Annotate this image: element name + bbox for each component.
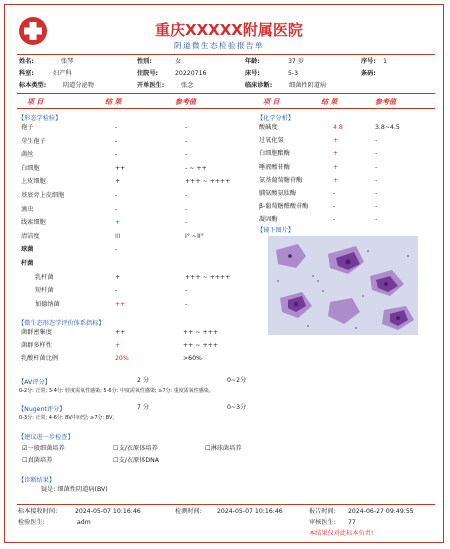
specimen-label: 标本类型:	[19, 82, 47, 89]
morph-result: -	[115, 151, 118, 159]
func-result: ++	[115, 329, 126, 336]
morph-name: 基底旁上皮细胞	[21, 192, 65, 199]
chem-name: 过氧化氢	[259, 137, 284, 145]
dept-label: 科室:	[19, 70, 34, 77]
report-sheet	[4, 4, 444, 543]
advice-label: 一般细菌培养	[27, 445, 65, 452]
microscope-image	[268, 236, 418, 335]
nugent-ref: 0~3分	[227, 404, 247, 411]
func-name: 菌群多样性	[21, 342, 52, 349]
advice-label: 淋球菌培养	[210, 445, 242, 452]
chem-result: -	[333, 190, 336, 197]
sex-label: 性别:	[137, 58, 152, 65]
morph-name: 孢子	[21, 124, 34, 131]
av-section-title: 【AV评分】	[18, 379, 51, 386]
checkbox-icon: ☑	[22, 445, 28, 452]
morph-result: -	[115, 287, 118, 295]
morph-result: +	[115, 273, 121, 281]
tester-label: 检验医生:	[18, 519, 45, 526]
seq-label: 序号:	[361, 58, 376, 65]
report-time: 2024-06-27 09:49:55	[348, 508, 414, 515]
morph-ref: -	[185, 205, 188, 213]
morph-name: 清洁度	[21, 232, 40, 240]
hospital-name: 重庆XXXXX附属医院	[155, 21, 303, 39]
footer-divider	[17, 504, 435, 505]
reviewer-value: 77	[348, 519, 356, 526]
morph-result: +	[115, 219, 121, 227]
nugent-section-title: 【Nugent评分】	[18, 406, 66, 413]
func-ref: >60%	[183, 355, 202, 362]
chem-result: 4.8	[333, 124, 343, 131]
nugent-note: 0-3分: 正常; 4-6分: BV中间型; ≥7分: BV。	[19, 415, 118, 421]
chem-ref: -	[375, 150, 378, 158]
col-ref-left: 参考值	[175, 98, 196, 106]
morph-result: -	[115, 192, 118, 199]
diag-text: 疑是: 细菌性阴道病(BV)	[41, 486, 108, 493]
func-section-title: 【微生态形态学评价体系指标】	[18, 320, 105, 327]
func-result: +	[115, 342, 121, 349]
chem-name: 凝固酶	[259, 216, 278, 224]
av-note: 0-2分: 正常; 3-4分: 轻度需氧性感染; 5-6分: 中度需氧性感染; ≥7分: 重度需氧性感染。	[19, 388, 214, 394]
chem-name: 唾液酸苷酶	[259, 163, 290, 171]
chem-result: +	[333, 137, 339, 145]
morph-name: 线索细胞	[21, 219, 46, 227]
chem-result: -	[333, 216, 336, 224]
morph-name: 白细胞	[21, 164, 40, 172]
morph-ref: +++ ~ ++++	[185, 178, 231, 186]
specimen-value: 阴道分泌物	[63, 82, 94, 89]
checkbox-icon: ☐	[113, 445, 119, 452]
chem-section-title: 【化学分析】	[257, 115, 295, 122]
advice-option	[205, 445, 242, 453]
hospital-logo-icon	[18, 16, 48, 46]
nugent-score: 7 分	[137, 404, 150, 411]
morph-ref: -	[185, 300, 188, 308]
dept-value: 妇产科	[53, 70, 72, 77]
advice-label: 支/衣原体DNA	[118, 457, 160, 464]
chem-ref: 3.8~4.5	[375, 124, 400, 131]
barcode-label: 条码:	[361, 70, 376, 77]
chem-result: -	[333, 203, 336, 211]
chem-ref: -	[375, 163, 378, 171]
image-section-title: 【镜下图片】	[257, 227, 295, 234]
morph-result: ++	[115, 164, 126, 172]
seq-value: 1	[383, 58, 387, 65]
name-label: 姓名:	[19, 58, 34, 65]
col-item-right: 项 目	[263, 98, 280, 106]
morph-name: 芽生孢子	[21, 137, 46, 145]
morph-result: -	[115, 124, 118, 131]
receive-label: 标本接收时间:	[18, 508, 58, 515]
doctor-label: 开单医生:	[137, 82, 165, 89]
age-label: 年龄:	[245, 58, 260, 65]
morph-ref: -	[185, 192, 188, 199]
tester-value: adm	[77, 519, 91, 526]
advice-option	[22, 445, 65, 453]
morph-name: 菌丝	[21, 151, 34, 159]
inpatient-value: 20220716	[175, 70, 207, 77]
chem-result: +	[333, 150, 339, 158]
chem-name: 脯氨酸氨肽酶	[259, 190, 297, 197]
chem-result: +	[333, 176, 339, 184]
diagnosis-label: 临床诊断:	[245, 82, 273, 89]
morph-name: 杆菌	[21, 260, 34, 267]
func-result: 20%	[115, 355, 129, 362]
av-ref: 0~2分	[227, 377, 247, 384]
morph-ref: -	[185, 287, 188, 295]
morph-name: 上皮细胞	[21, 178, 46, 186]
advice-option	[113, 457, 159, 465]
advice-label: 真菌培养	[27, 457, 53, 464]
col-item-left: 项 目	[27, 98, 44, 106]
checkbox-icon: ☐	[205, 445, 211, 452]
morph-name: 短杆菌	[35, 287, 54, 295]
morph-ref: -	[185, 137, 188, 145]
morph-result: +	[115, 178, 121, 186]
morph-ref: - ~ ++	[185, 164, 207, 172]
report-title: 阴道微生态检验报告单	[174, 41, 264, 50]
morph-section-title: 【形态学检验】	[18, 115, 62, 122]
chem-ref: -	[375, 190, 378, 197]
col-result-right: 结 果	[321, 98, 338, 106]
morph-ref: +++ ~ ++++	[185, 273, 231, 281]
chem-ref: -	[375, 137, 378, 145]
chem-name: 白细胞酯酶	[259, 150, 290, 158]
header-divider	[17, 54, 435, 55]
chem-ref: -	[375, 176, 378, 184]
morph-result: -	[115, 205, 118, 213]
chem-ref: -	[375, 216, 378, 224]
func-name: 乳酸杆菌比例	[21, 355, 59, 362]
func-name: 菌群密集度	[21, 329, 52, 336]
morph-result: III	[115, 232, 121, 240]
inpatient-label: 住院号:	[137, 70, 159, 77]
checkbox-icon: ☐	[22, 457, 28, 464]
morph-result: ++	[115, 300, 126, 308]
info-divider	[17, 93, 435, 94]
func-ref: ++ ~ +++	[183, 329, 219, 336]
chem-name: 氨基葡萄糖苷酶	[259, 176, 303, 184]
check-time: 2024-05-07 10:16:46	[217, 508, 283, 515]
morph-result: -	[115, 246, 118, 254]
chem-result: +	[333, 163, 339, 171]
advice-option	[113, 445, 158, 453]
morph-name: 乳杆菌	[35, 273, 54, 281]
advice-section-title: 【建议进一步检查】	[18, 434, 74, 441]
advice-option	[22, 457, 52, 465]
chem-ref: -	[375, 203, 378, 211]
bed-value: 5-3	[288, 70, 299, 77]
morph-ref: I° ~II°	[185, 232, 204, 240]
checkbox-icon: ☐	[113, 457, 119, 464]
reviewer-label: 审核医生:	[309, 519, 336, 526]
morph-name: 滴虫	[21, 205, 34, 213]
patient-name: 张琴	[61, 58, 74, 65]
morph-name: 加德纳菌	[35, 300, 60, 308]
morph-ref: -	[185, 124, 188, 131]
doctor-value: 张念	[181, 82, 194, 89]
check-label: 检测时间:	[175, 508, 202, 515]
column-divider	[17, 108, 435, 109]
col-result-left: 结 果	[105, 98, 122, 106]
patient-sex: 女	[175, 58, 182, 65]
func-ref: ++ ~ +++	[183, 342, 219, 349]
morph-name: 球菌	[21, 246, 34, 254]
receive-time: 2024-05-07 10:16:46	[75, 508, 141, 515]
disclaimer: 本结果仅对此标本负责!	[309, 530, 374, 537]
chem-name: 酸碱度	[259, 124, 278, 131]
report-label: 报告时间:	[309, 508, 336, 515]
morph-ref: -	[185, 151, 188, 159]
av-score: 2 分	[137, 377, 150, 384]
chem-name: β-葡萄糖醛酸苷酶	[259, 203, 309, 211]
diagnosis-value: 细菌性阴道病	[289, 82, 327, 89]
morph-result: -	[115, 137, 118, 145]
advice-label: 支/衣原体培养	[118, 445, 158, 452]
bed-label: 床号:	[245, 70, 260, 77]
col-ref-right: 参考值	[375, 98, 396, 106]
morph-ref: -	[185, 219, 188, 227]
diag-section-title: 【诊断结果】	[18, 477, 56, 484]
patient-age: 37 岁	[288, 58, 305, 65]
